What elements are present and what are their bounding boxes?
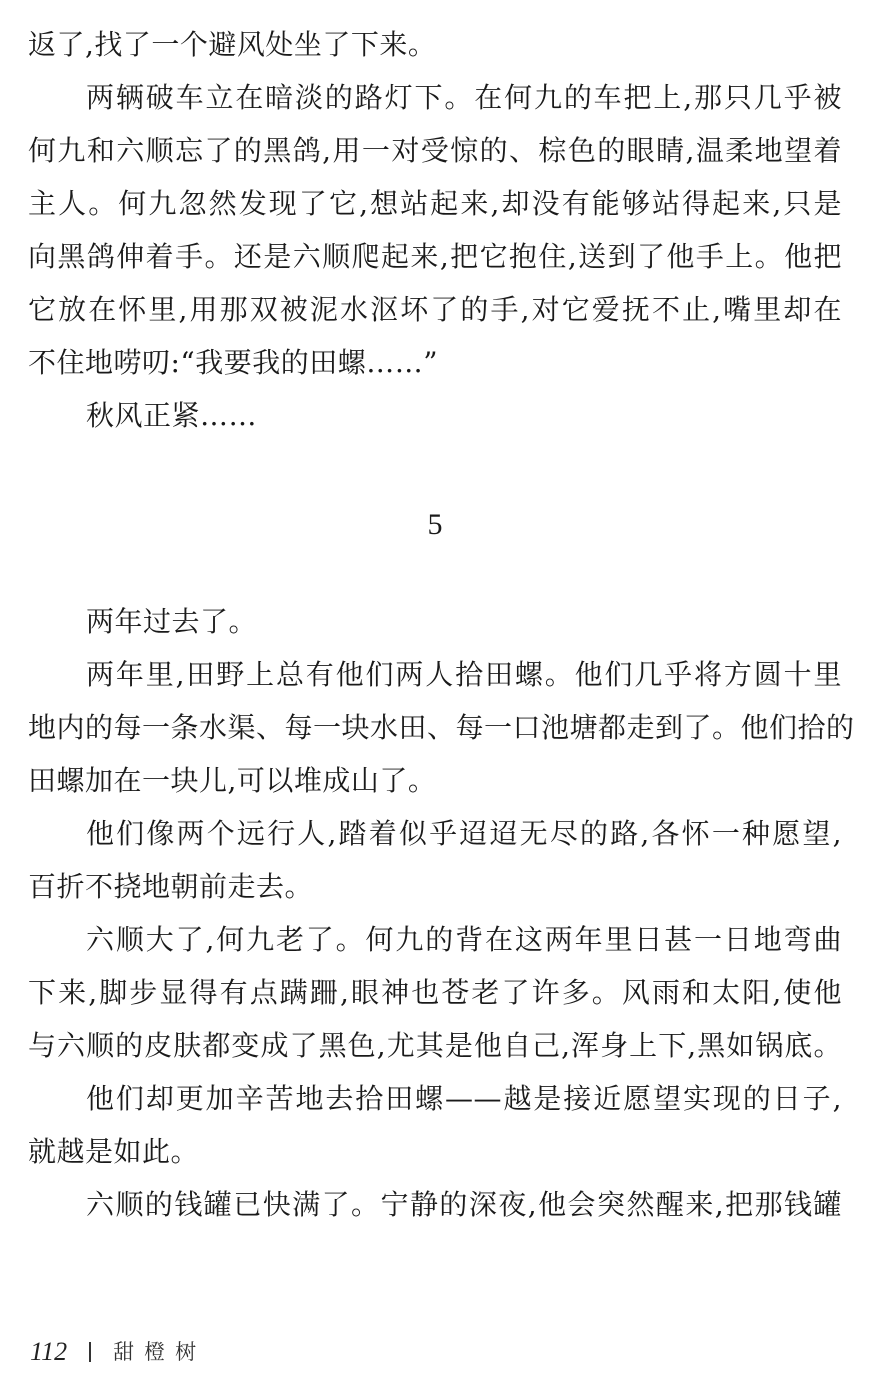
- text-line: 就越是如此。: [28, 1135, 200, 1168]
- text-line: 何九和六顺忘了的黑鸽,用一对受惊的、棕色的眼睛,温柔地望着: [28, 134, 842, 167]
- text-line: 秋风正紧……: [86, 399, 258, 432]
- text-line: 返了,找了一个避风处坐了下来。: [28, 28, 437, 61]
- text-line: 他们却更加辛苦地去拾田螺——越是接近愿望实现的日子,: [86, 1082, 842, 1115]
- page-body: [28, 18, 855, 1231]
- text-line: 不住地唠叨:“我要我的田螺……”: [28, 346, 439, 379]
- text-line: 地内的每一条水渠、每一块水田、每一口池塘都走到了。他们拾的: [28, 711, 855, 744]
- text-line: 六顺的钱罐已快满了。宁静的深夜,他会突然醒来,把那钱罐: [86, 1188, 842, 1221]
- footer-separator: [89, 1342, 91, 1362]
- spacer: [28, 442, 842, 495]
- text-line: 向黑鸽伸着手。还是六顺爬起来,把它抱住,送到了他手上。他把: [28, 240, 842, 273]
- text-line: 两年里,田野上总有他们两人拾田螺。他们几乎将方圆十里: [86, 658, 842, 691]
- page-number: 112: [30, 1337, 68, 1366]
- text-line: 主人。何九忽然发现了它,想站起来,却没有能够站得起来,只是: [28, 187, 842, 220]
- text-line: 下来,脚步显得有点蹒跚,眼神也苍老了许多。风雨和太阳,使他: [28, 976, 842, 1009]
- text-line: 田螺加在一块儿,可以堆成山了。: [28, 764, 437, 797]
- text-line: 两年过去了。: [86, 605, 258, 638]
- text-line: 六顺大了,何九老了。何九的背在这两年里日甚一日地弯曲: [86, 923, 842, 956]
- page-footer: [30, 1334, 206, 1370]
- section-number: 5: [427, 508, 443, 541]
- text-line: 他们像两个远行人,踏着似乎迢迢无尽的路,各怀一种愿望,: [86, 817, 842, 850]
- spacer: [28, 555, 842, 595]
- text-line: 与六顺的皮肤都变成了黑色,尤其是他自己,浑身上下,黑如锅底。: [28, 1029, 842, 1062]
- text-block-before-section: [28, 18, 842, 442]
- book-title: 甜橙树: [113, 1340, 207, 1364]
- text-line: 百折不挠地朝前走去。: [28, 870, 314, 903]
- text-line: 两辆破车立在暗淡的路灯下。在何九的车把上,那只几乎被: [86, 81, 842, 114]
- text-line: 它放在怀里,用那双被泥水沤坏了的手,对它爱抚不止,嘴里却在: [28, 293, 842, 326]
- text-block-after-section: [28, 595, 855, 1231]
